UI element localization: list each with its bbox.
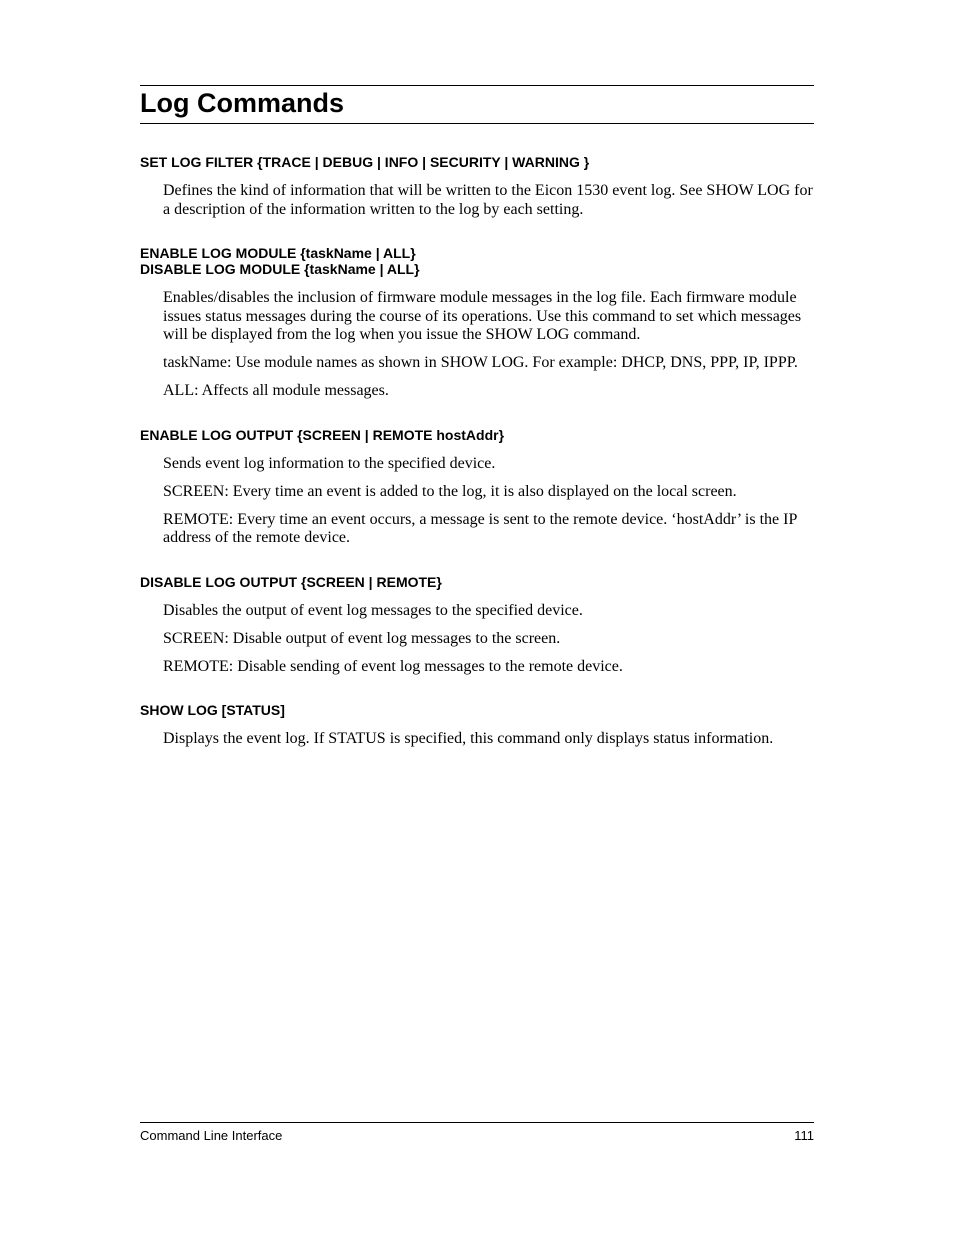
paragraph: SCREEN: Every time an event is added to the log, it is also displayed on the local screen. (163, 482, 737, 500)
paragraph: ALL: Affects all module messages. (163, 382, 389, 399)
section-disable-log-output (140, 574, 814, 677)
paragraph: taskName: Use module names as shown in SHOW LOG. For example: DHCP, DNS, PPP, IP, IPPP. (163, 354, 798, 371)
command-heading: SHOW LOG [STATUS] (140, 702, 285, 718)
command-block (140, 702, 814, 718)
header-rule-bottom (140, 123, 814, 124)
paragraph: Enables/disables the inclusion of firmware module messages in the log file. Each firmware module issues status messages during the course of its operations. Use this command to set which messages will be displayed from the log when you issue the SHOW LOG command. (163, 289, 802, 343)
paragraph: SCREEN: Disable output of event log messages to the screen. (163, 629, 561, 647)
footer-rule (140, 1122, 814, 1123)
command-heading: SET LOG FILTER {TRACE | DEBUG | INFO | SECURITY | WARNING } (140, 154, 590, 170)
footer-page-number: 111 (794, 1128, 814, 1143)
command-block (140, 154, 814, 170)
footer-chapter-title: Command Line Interface (140, 1128, 283, 1143)
command-block (140, 427, 814, 443)
section-show-log (140, 702, 814, 749)
command-heading: ENABLE LOG OUTPUT {SCREEN | REMOTE hostAddr} (140, 426, 505, 443)
command-heading: DISABLE LOG MODULE {taskName | ALL} (140, 261, 420, 277)
command-block (140, 574, 814, 590)
command-block (140, 245, 814, 277)
paragraph: Defines the kind of information that will be written to the Eicon 1530 event log. See SHOW LOG for a description of the information written to the log by each setting. (163, 182, 813, 218)
paragraph: Sends event log information to the specified device. (163, 454, 496, 472)
paragraph: REMOTE: Disable sending of event log messages to the remote device. (163, 657, 623, 675)
document-page (140, 0, 814, 1235)
section-log-module (140, 245, 814, 401)
command-heading: ENABLE LOG MODULE {taskName | ALL} (140, 245, 416, 261)
page-title: Log Commands (140, 88, 345, 118)
content (140, 154, 814, 758)
paragraph: Displays the event log. If STATUS is specified, this command only displays status information. (163, 730, 774, 747)
paragraph: REMOTE: Every time an event occurs, a message is sent to the remote device. ‘hostAddr’ is the IP address of the remote device. (163, 510, 797, 546)
command-heading: DISABLE LOG OUTPUT {SCREEN | REMOTE} (140, 573, 442, 590)
section-set-log-filter (140, 154, 814, 219)
paragraph: Disables the output of event log messages to the specified device. (163, 601, 583, 619)
section-enable-log-output (140, 427, 814, 548)
